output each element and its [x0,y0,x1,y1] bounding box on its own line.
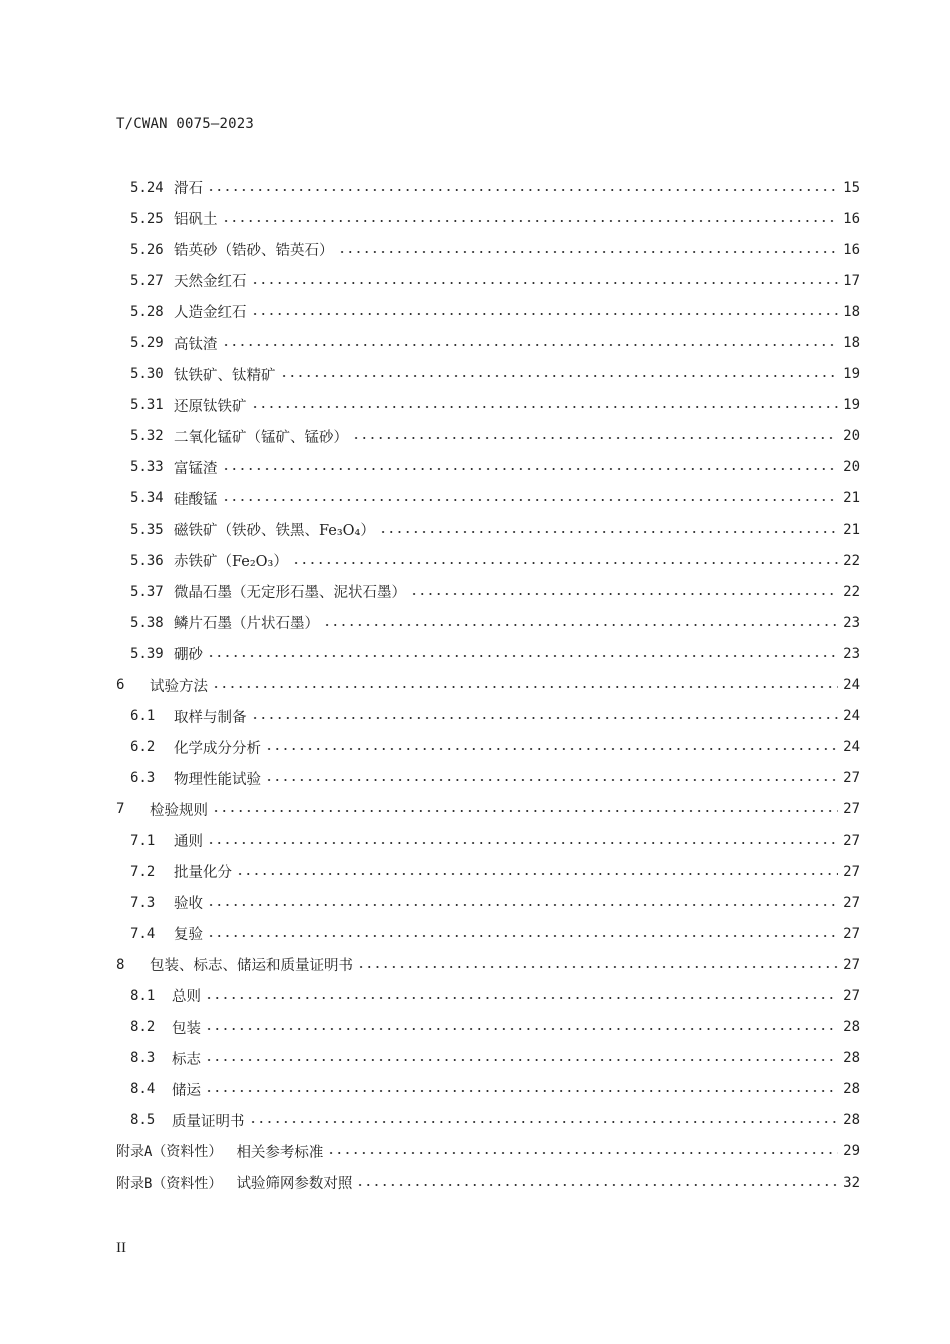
toc-dot-leader [357,961,838,973]
toc-entry-page: 27 [843,894,860,911]
toc-entry-title: 微晶石墨（无定形石墨、泥状石墨） [174,585,406,602]
toc-entry-page: 21 [843,490,860,507]
toc-dot-leader [251,308,839,320]
toc-dot-leader [207,930,838,942]
toc-dot-leader [205,992,838,1004]
page-number-footer: II [116,1240,126,1256]
toc-dot-leader [212,805,838,817]
toc-dot-leader [205,1085,838,1097]
toc-dot-leader [292,557,838,569]
toc-dot-leader [327,1147,838,1159]
toc-entry[interactable] [116,763,860,794]
toc-dot-leader [410,588,838,600]
toc-entry-title: 滑石 [174,181,203,198]
toc-entry-number: 5.30 [130,366,164,383]
toc-entry[interactable] [116,918,860,949]
toc-entry-number: 5.26 [130,241,164,258]
toc-entry-page: 27 [843,863,860,880]
toc-dot-leader [212,681,838,693]
document-id-header: T/CWAN 0075—2023 [116,116,255,132]
toc-entry-number: 附录B（资料性） [116,1175,223,1192]
toc-entry-number: 5.33 [130,459,164,476]
toc-dot-leader [251,277,839,289]
toc-entry-page: 16 [843,241,860,258]
toc-dot-leader [222,463,839,475]
toc-entry-page: 24 [843,708,860,725]
toc-entry[interactable] [116,265,860,296]
toc-entry[interactable] [116,1074,860,1105]
toc-dot-leader [207,650,838,662]
toc-entry-title: 取样与制备 [174,709,247,726]
toc-entry-title: 包装、标志、储运和质量证明书 [150,958,353,975]
toc-entry[interactable] [116,1167,860,1198]
toc-entry-title: 检验规则 [150,802,208,819]
toc-entry-page: 27 [843,956,860,973]
toc-entry-title: 批量化分 [174,865,232,882]
toc-dot-leader [265,774,838,786]
toc-dot-leader [280,370,839,382]
toc-entry[interactable] [116,856,860,887]
toc-entry[interactable] [116,825,860,856]
toc-entry-title: 天然金红石 [174,274,247,291]
toc-dot-leader [207,837,838,849]
toc-entry-number: 5.28 [130,303,164,320]
toc-entry[interactable] [116,203,860,234]
toc-entry-title: 人造金红石 [174,305,247,322]
toc-entry-page: 22 [843,552,860,569]
toc-entry-page: 24 [843,677,860,694]
toc-entry-page: 28 [843,1050,860,1067]
toc-entry-number: 5.29 [130,335,164,352]
toc-entry[interactable] [116,701,860,732]
toc-entry-number: 7.3 [130,894,156,911]
toc-entry-title: 富锰渣 [174,460,218,477]
toc-entry-number: 6.3 [130,770,156,787]
toc-entry[interactable] [116,421,860,452]
toc-entry-number: 5.24 [130,179,164,196]
toc-entry-number: 7 [116,801,125,818]
toc-entry[interactable] [116,607,860,638]
toc-entry-title: 钛铁矿、钛精矿 [174,367,276,384]
toc-entry-title: 高钛渣 [174,336,218,353]
toc-entry-page: 27 [843,801,860,818]
toc-dot-leader [207,184,838,196]
toc-entry-number: 5.34 [130,490,164,507]
toc-entry-page: 21 [843,521,860,538]
toc-entry[interactable] [116,1105,860,1136]
toc-entry[interactable] [116,483,860,514]
toc-entry[interactable] [116,887,860,918]
toc-entry-page: 27 [843,770,860,787]
toc-entry-title: 磁铁矿（铁砂、铁黑、Fe₃O₄） [174,523,375,540]
toc-entry-title: 相关参考标准 [236,1144,324,1161]
toc-entry-number: 6 [116,677,125,694]
toc-dot-leader [236,868,838,880]
toc-entry[interactable] [116,732,860,763]
toc-entry-number: 6.1 [130,708,156,725]
toc-entry[interactable] [116,390,860,421]
toc-entry[interactable] [116,359,860,390]
toc-entry-number: 8 [116,956,125,973]
toc-entry-title: 锆英砂（锆砂、锆英石） [174,243,334,260]
toc-entry-page: 28 [843,1081,860,1098]
toc-entry-page: 20 [843,428,860,445]
toc-entry-page: 19 [843,366,860,383]
toc-entry-number: 5.32 [130,428,164,445]
toc-dot-leader [251,401,839,413]
toc-entry-number: 5.39 [130,645,164,662]
toc-entry-page: 28 [843,1019,860,1036]
toc-entry-number: 6.2 [130,739,156,756]
toc-entry-title: 二氧化锰矿（锰矿、锰砂） [174,429,348,446]
toc-entry[interactable] [116,296,860,327]
toc-entry[interactable] [116,1012,860,1043]
toc-entry[interactable] [116,638,860,669]
toc-entry[interactable] [116,670,860,701]
toc-entry-page: 28 [843,1112,860,1129]
toc-entry[interactable] [116,545,860,576]
toc-entry[interactable] [116,794,860,825]
table-of-contents [116,172,860,1198]
toc-dot-leader [207,899,838,911]
toc-entry-number: 8.4 [130,1081,156,1098]
toc-dot-leader [265,743,838,755]
toc-dot-leader [205,1054,838,1066]
toc-entry-number: 8.5 [130,1112,156,1129]
toc-entry-number: 5.38 [130,614,164,631]
toc-dot-leader [249,1116,839,1128]
toc-entry-number: 5.27 [130,272,164,289]
toc-dot-leader [222,494,839,506]
toc-entry[interactable] [116,980,860,1011]
toc-entry-page: 20 [843,459,860,476]
toc-entry-number: 7.1 [130,832,156,849]
toc-entry-number: 7.2 [130,863,156,880]
toc-entry[interactable] [116,234,860,265]
toc-dot-leader [379,526,838,538]
toc-entry-number: 5.37 [130,583,164,600]
toc-entry-number: 7.4 [130,925,156,942]
toc-entry-number: 8.3 [130,1050,156,1067]
toc-entry-number: 8.2 [130,1019,156,1036]
toc-entry[interactable] [116,452,860,483]
toc-entry-title: 试验筛网参数对照 [236,1176,353,1193]
toc-entry-title: 质量证明书 [172,1113,245,1130]
toc-entry-page: 16 [843,210,860,227]
toc-entry-page: 19 [843,397,860,414]
toc-entry[interactable] [116,172,860,203]
toc-entry-page: 23 [843,614,860,631]
toc-dot-leader [222,339,839,351]
toc-entry[interactable] [116,327,860,358]
toc-entry[interactable] [116,1043,860,1074]
toc-entry-title: 铝矾土 [174,212,218,229]
toc-entry-title: 总则 [172,989,201,1006]
toc-entry-page: 22 [843,583,860,600]
toc-dot-leader [352,432,838,444]
toc-dot-leader [338,246,839,258]
toc-entry-title: 赤铁矿（Fe₂O₃） [174,554,288,571]
toc-entry-page: 15 [843,179,860,196]
toc-entry-page: 27 [843,925,860,942]
toc-entry-title: 物理性能试验 [174,771,261,788]
toc-entry-title: 化学成分分析 [174,740,261,757]
toc-entry-page: 29 [843,1143,860,1160]
toc-entry-number: 5.35 [130,521,164,538]
toc-entry-page: 17 [843,272,860,289]
toc-entry-number: 5.25 [130,210,164,227]
toc-entry-title: 包装 [172,1020,201,1037]
toc-entry-number: 附录A（资料性） [116,1144,223,1161]
toc-entry-title: 复验 [174,927,203,944]
toc-entry-title: 验收 [174,896,203,913]
toc-entry-page: 27 [843,832,860,849]
toc-entry-title: 鳞片石墨（片状石墨） [174,616,319,633]
toc-entry-page: 23 [843,645,860,662]
toc-entry-title: 还原钛铁矿 [174,398,247,415]
toc-entry-page: 27 [843,987,860,1004]
toc-entry-page: 24 [843,739,860,756]
toc-entry-number: 8.1 [130,987,156,1004]
toc-entry-page: 18 [843,335,860,352]
toc-entry[interactable] [116,514,860,545]
toc-entry-title: 标志 [172,1051,201,1068]
toc-entry-number: 5.31 [130,397,164,414]
toc-dot-leader [323,619,838,631]
toc-entry[interactable] [116,576,860,607]
toc-entry-title: 硅酸锰 [174,491,218,508]
toc-entry-title: 通则 [174,834,203,851]
toc-entry-title: 试验方法 [150,678,208,695]
toc-dot-leader [356,1179,838,1191]
toc-dot-leader [205,1023,838,1035]
toc-dot-leader [251,712,839,724]
toc-entry-number: 5.36 [130,552,164,569]
toc-entry-page: 32 [843,1174,860,1191]
toc-dot-leader [222,215,839,227]
toc-entry[interactable] [116,949,860,980]
toc-entry[interactable] [116,1136,860,1167]
toc-entry-title: 硼砂 [174,647,203,664]
toc-entry-title: 储运 [172,1082,201,1099]
toc-entry-page: 18 [843,303,860,320]
